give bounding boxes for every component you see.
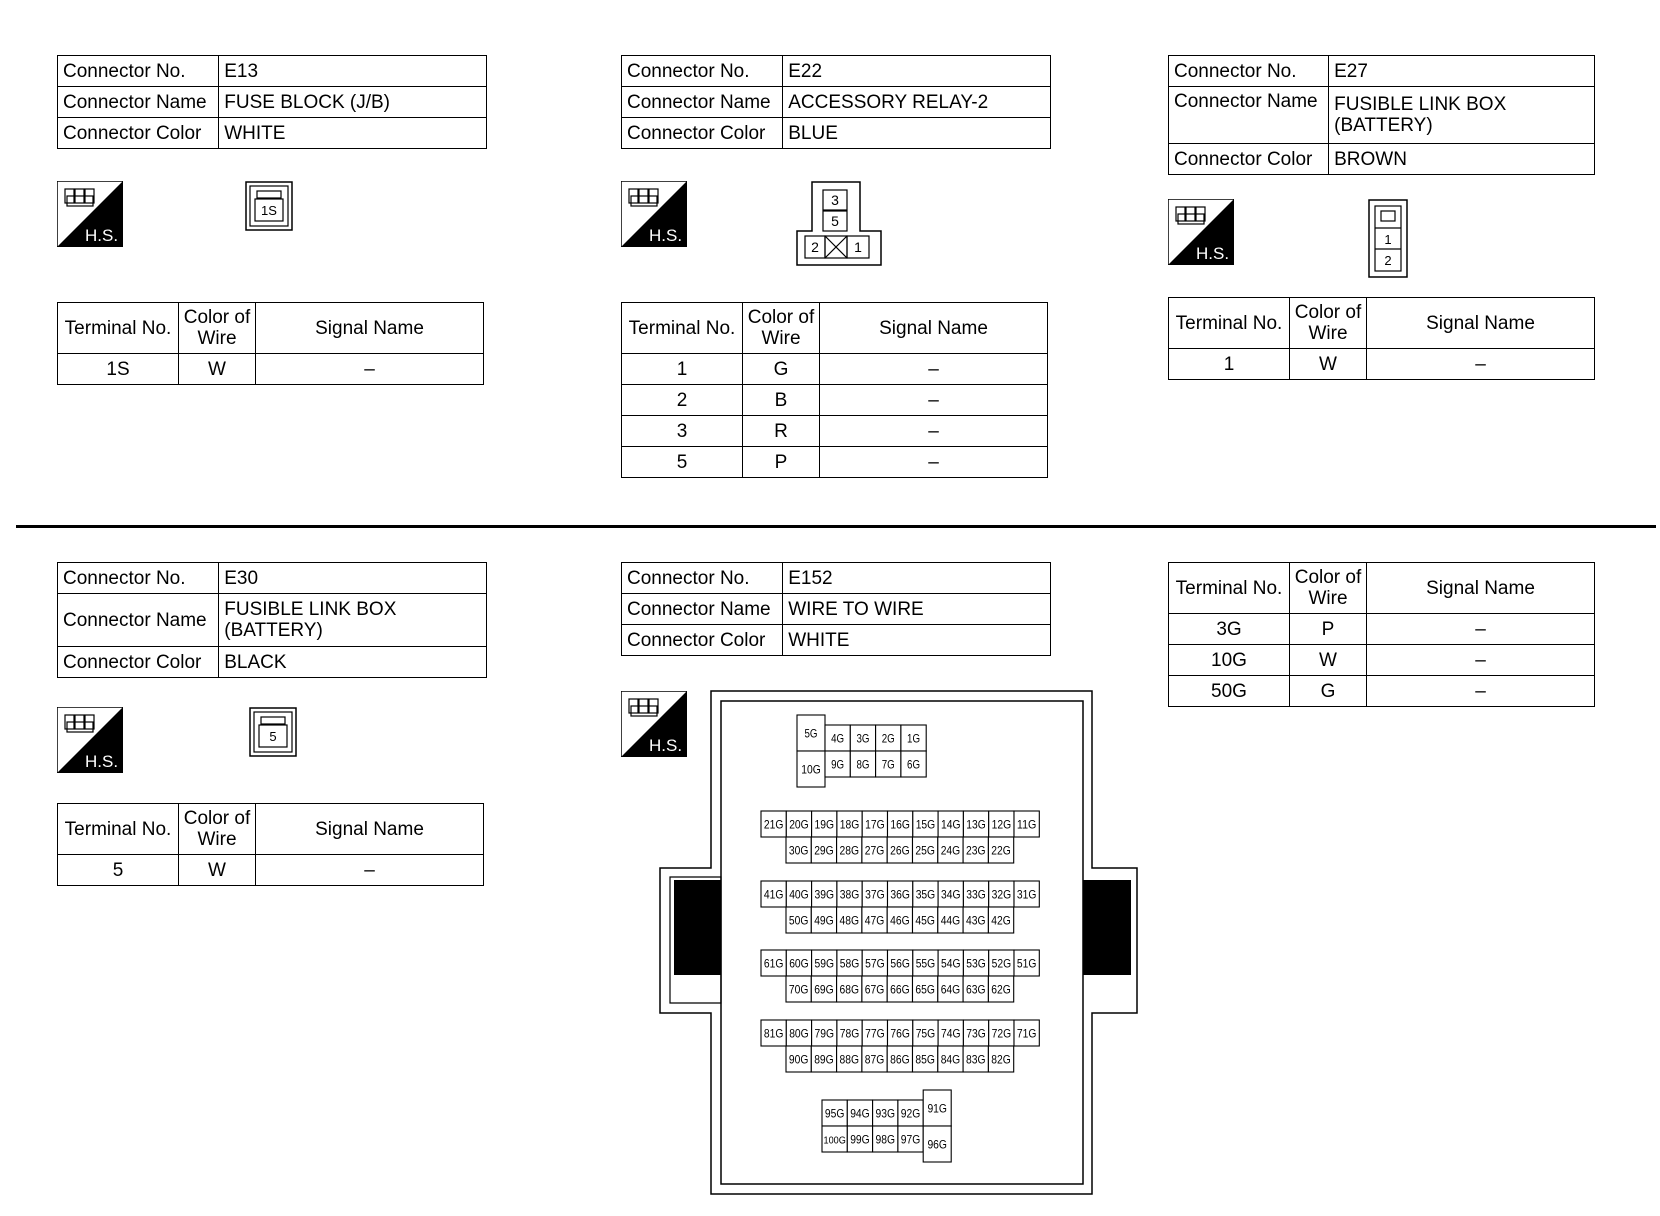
signal-name-cell: – (1367, 645, 1595, 676)
e152-pin-label: 37G (865, 887, 885, 902)
e152-pin-label: 59G (814, 956, 834, 971)
signal-name-cell: – (256, 354, 484, 385)
e152-pin-label: 76G (890, 1026, 910, 1041)
e152-pin-label: 96G (927, 1137, 947, 1152)
connector-name-value: FUSIBLE LINK BOX (BATTERY) (219, 594, 487, 647)
signal-name-cell: – (1367, 614, 1595, 645)
e152-pin-label: 19G (814, 817, 834, 832)
terminal-no-cell: 3G (1169, 614, 1290, 645)
terminal-no-header: Terminal No. (1169, 563, 1290, 614)
terminal-no-header: Terminal No. (58, 804, 179, 855)
e152-pin-label: 81G (763, 1026, 784, 1041)
terminal-no-cell: 3 (622, 416, 743, 447)
e152-pin-label: 29G (814, 843, 834, 858)
e27-pin-2-label: 2 (1384, 253, 1392, 268)
connector-color-label: Connector Color (58, 118, 219, 149)
wire-color-cell: W (179, 354, 256, 385)
e152-pin-label: 73G (966, 1026, 986, 1041)
connector-no-value: E22 (783, 56, 1051, 87)
hs-label: H.S. (649, 226, 683, 245)
wire-color-cell: G (743, 354, 820, 385)
e152-pin-label: 47G (864, 913, 885, 928)
e152-pin-label: 44G (940, 913, 961, 928)
e152-pin-label: 62G (991, 982, 1011, 997)
e22-pin-2-label: 2 (811, 239, 819, 255)
connector-color-label: Connector Color (1169, 144, 1329, 175)
connector-name-label: Connector Name (58, 87, 219, 118)
e152-pin-label: 80G (789, 1026, 809, 1041)
e152-pin-label: 79G (814, 1026, 834, 1041)
connector-color-value: BLACK (219, 647, 487, 678)
e152-pin-label: 52G (991, 956, 1012, 971)
e152-pin-label: 50G (788, 913, 809, 928)
e152-terminal-table (1168, 562, 1595, 707)
e152-pin-label: 12G (991, 817, 1012, 832)
e152-pin-label: 85G (915, 1052, 935, 1067)
hs-label: H.S. (85, 752, 119, 771)
e13-face-pin-label: 1S (261, 203, 277, 218)
hs-label: H.S. (1196, 244, 1230, 263)
e152-pin-label: 65G (915, 982, 935, 997)
color-of-wire-header: Color of Wire (1290, 298, 1367, 349)
signal-name-cell: – (1367, 676, 1595, 707)
e152-pin-label: 4G (831, 731, 845, 746)
connector-no-value: E152 (783, 563, 1051, 594)
wire-color-cell: R (743, 416, 820, 447)
e152-pin-label: 22G (991, 843, 1011, 858)
e152-pin-label: 87G (864, 1052, 885, 1067)
e152-pin-label: 21G (763, 817, 784, 832)
e152-pin-label: 33G (966, 887, 986, 902)
wire-color-cell: B (743, 385, 820, 416)
color-of-wire-header: Color of Wire (179, 804, 256, 855)
e152-pin-label: 6G (907, 757, 921, 772)
e152-pin-label: 8G (856, 757, 870, 772)
e152-pin-label: 99G (850, 1132, 870, 1147)
terminal-no-cell: 10G (1169, 645, 1290, 676)
e152-pin-label: 23G (966, 843, 986, 858)
e152-pin-label: 43G (966, 913, 986, 928)
e152-pin-label: 97G (900, 1132, 921, 1147)
e152-pin-label: 92G (900, 1106, 921, 1121)
connector-name-label: Connector Name (58, 594, 219, 647)
terminal-no-header: Terminal No. (1169, 298, 1290, 349)
terminal-no-header: Terminal No. (58, 303, 179, 354)
e152-pin-label: 70G (788, 982, 809, 997)
signal-name-header: Signal Name (256, 804, 484, 855)
e152-pin-label: 90G (788, 1052, 809, 1067)
e152-pin-label: 5G (804, 726, 818, 741)
connector-color-label: Connector Color (622, 625, 783, 656)
table-row (1169, 614, 1595, 645)
e152-pin-label: 64G (940, 982, 961, 997)
connector-no-value: E30 (219, 563, 487, 594)
connector-name-value: WIRE TO WIRE (783, 594, 1051, 625)
connector-no-label: Connector No. (1169, 56, 1329, 87)
e152-pin-label: 82G (991, 1052, 1011, 1067)
e152-pin-label: 63G (966, 982, 986, 997)
connector-name-label: Connector Name (1169, 87, 1329, 144)
connector-no-value: E27 (1329, 56, 1595, 87)
e30-face-pin-label: 5 (269, 729, 277, 744)
e152-pin-label: 67G (864, 982, 885, 997)
terminal-no-header: Terminal No. (622, 303, 743, 354)
e152-pin-label: 20G (789, 817, 809, 832)
right-latch (1083, 880, 1131, 975)
table-row (1169, 676, 1595, 707)
e152-pin-label: 98G (875, 1132, 895, 1147)
terminal-no-cell: 1 (1169, 349, 1290, 380)
connector-color-value: WHITE (219, 118, 487, 149)
terminal-no-cell: 5 (58, 855, 179, 886)
e152-pin-label: 45G (915, 913, 935, 928)
connector-name-value: FUSIBLE LINK BOX (BATTERY) (1329, 87, 1595, 144)
terminal-no-cell: 1S (58, 354, 179, 385)
e152-pin-label: 88G (839, 1052, 859, 1067)
e152-pin-label: 42G (991, 913, 1011, 928)
e152-pin-label: 66G (890, 982, 910, 997)
signal-name-cell: – (820, 447, 1048, 478)
left-latch (674, 880, 721, 975)
e152-pin-label: 93G (875, 1106, 895, 1121)
e152-pin-label: 78G (839, 1026, 860, 1041)
e152-pin-label: 25G (915, 843, 935, 858)
e152-pin-label: 46G (890, 913, 910, 928)
wire-color-cell: G (1290, 676, 1367, 707)
connector-name-label: Connector Name (622, 87, 783, 118)
connector-name-label: Connector Name (622, 594, 783, 625)
e152-pin-label: 61G (763, 956, 784, 971)
signal-name-cell: – (256, 855, 484, 886)
e152-pin-label: 14G (941, 817, 961, 832)
terminal-no-cell: 50G (1169, 676, 1290, 707)
e152-pin-label: 16G (890, 817, 910, 832)
connector-color-label: Connector Color (622, 118, 783, 149)
e152-pin-label: 54G (941, 956, 961, 971)
e152-pin-label: 35G (915, 887, 936, 902)
e152-pin-label: 39G (814, 887, 834, 902)
connector-no-label: Connector No. (622, 563, 783, 594)
connector-color-value: BLUE (783, 118, 1051, 149)
e152-pin-label: 28G (839, 843, 859, 858)
e152-pin-label: 75G (915, 1026, 936, 1041)
e152-pin-label: 15G (915, 817, 936, 832)
e152-pin-label: 40G (789, 887, 809, 902)
e152-pin-label: 89G (814, 1052, 834, 1067)
e152-pin-label: 49G (814, 913, 834, 928)
e152-pin-label: 32G (991, 887, 1012, 902)
color-of-wire-header: Color of Wire (179, 303, 256, 354)
e152-pin-label: 38G (839, 887, 860, 902)
connector-name-value: ACCESSORY RELAY-2 (783, 87, 1051, 118)
e152-pin-label: 3G (856, 731, 870, 746)
e152-pin-label: 17G (865, 817, 885, 832)
connector-color-value: BROWN (1329, 144, 1595, 175)
connector-no-label: Connector No. (622, 56, 783, 87)
e22-pin-5-label: 5 (831, 213, 839, 229)
e22-pin-3-label: 3 (831, 192, 839, 208)
e152-pin-label: 95G (824, 1106, 845, 1121)
e152-pin-label: 53G (966, 956, 986, 971)
e152-pin-label: 27G (864, 843, 885, 858)
e27-pin-1-label: 1 (1384, 232, 1392, 247)
e152-pin-label: 71G (1016, 1026, 1037, 1041)
e152-pin-label: 36G (890, 887, 910, 902)
e152-pin-label: 51G (1016, 956, 1037, 971)
e152-pin-label: 58G (839, 956, 860, 971)
e152-pin-label: 10G (801, 762, 821, 777)
e152-pin-label: 34G (941, 887, 961, 902)
signal-name-header: Signal Name (1367, 563, 1595, 614)
wire-color-cell: P (743, 447, 820, 478)
signal-name-cell: – (820, 416, 1048, 447)
e152-pin-label: 84G (940, 1052, 961, 1067)
e152-pin-label: 60G (789, 956, 809, 971)
connector-no-label: Connector No. (58, 563, 219, 594)
terminal-no-cell: 2 (622, 385, 743, 416)
e152-pin-label: 77G (865, 1026, 885, 1041)
terminal-no-cell: 5 (622, 447, 743, 478)
e152-pin-label: 68G (839, 982, 859, 997)
e152-pin-label: 11G (1016, 817, 1037, 832)
e152-pin-label: 72G (991, 1026, 1012, 1041)
e152-pin-label: 9G (831, 757, 845, 772)
signal-name-cell: – (820, 385, 1048, 416)
wire-color-cell: W (1290, 645, 1367, 676)
e152-pin-label: 57G (865, 956, 885, 971)
e152-pin-label: 83G (966, 1052, 986, 1067)
e152-pin-label: 86G (890, 1052, 910, 1067)
table-row (1169, 645, 1595, 676)
e152-pin-label: 1G (907, 731, 921, 746)
e152-pin-label: 91G (927, 1101, 947, 1116)
color-of-wire-header: Color of Wire (1290, 563, 1367, 614)
e152-pin-label: 30G (788, 843, 809, 858)
e22-pin-1-label: 1 (854, 239, 862, 255)
e152-pin-label: 13G (966, 817, 986, 832)
e152-pin-label: 94G (850, 1106, 870, 1121)
e152-pin-label: 100G (823, 1135, 846, 1147)
connector-color-value: WHITE (783, 625, 1051, 656)
signal-name-header: Signal Name (256, 303, 484, 354)
e152-pin-label: 69G (814, 982, 834, 997)
connector-color-label: Connector Color (58, 647, 219, 678)
terminal-no-cell: 1 (622, 354, 743, 385)
e152-pin-label: 56G (890, 956, 910, 971)
e152-pin-label: 7G (881, 757, 895, 772)
e152-pin-label: 41G (763, 887, 784, 902)
e152-pin-label: 26G (890, 843, 910, 858)
wire-color-cell: W (179, 855, 256, 886)
e152-pin-label: 24G (940, 843, 961, 858)
connector-no-label: Connector No. (58, 56, 219, 87)
wire-color-cell: P (1290, 614, 1367, 645)
e152-pin-label: 18G (839, 817, 860, 832)
signal-name-header: Signal Name (1367, 298, 1595, 349)
signal-name-cell: – (820, 354, 1048, 385)
signal-name-cell: – (1367, 349, 1595, 380)
e152-pin-label: 31G (1016, 887, 1037, 902)
signal-name-header: Signal Name (820, 303, 1048, 354)
e152-pin-label: 55G (915, 956, 936, 971)
connector-name-value: FUSE BLOCK (J/B) (219, 87, 487, 118)
color-of-wire-header: Color of Wire (743, 303, 820, 354)
wire-color-cell: W (1290, 349, 1367, 380)
e152-pin-label: 74G (941, 1026, 961, 1041)
hs-label: H.S. (649, 736, 683, 755)
hs-label: H.S. (85, 226, 119, 245)
e152-pin-label: 2G (881, 731, 895, 746)
e152-pin-label: 48G (839, 913, 859, 928)
connector-no-value: E13 (219, 56, 487, 87)
